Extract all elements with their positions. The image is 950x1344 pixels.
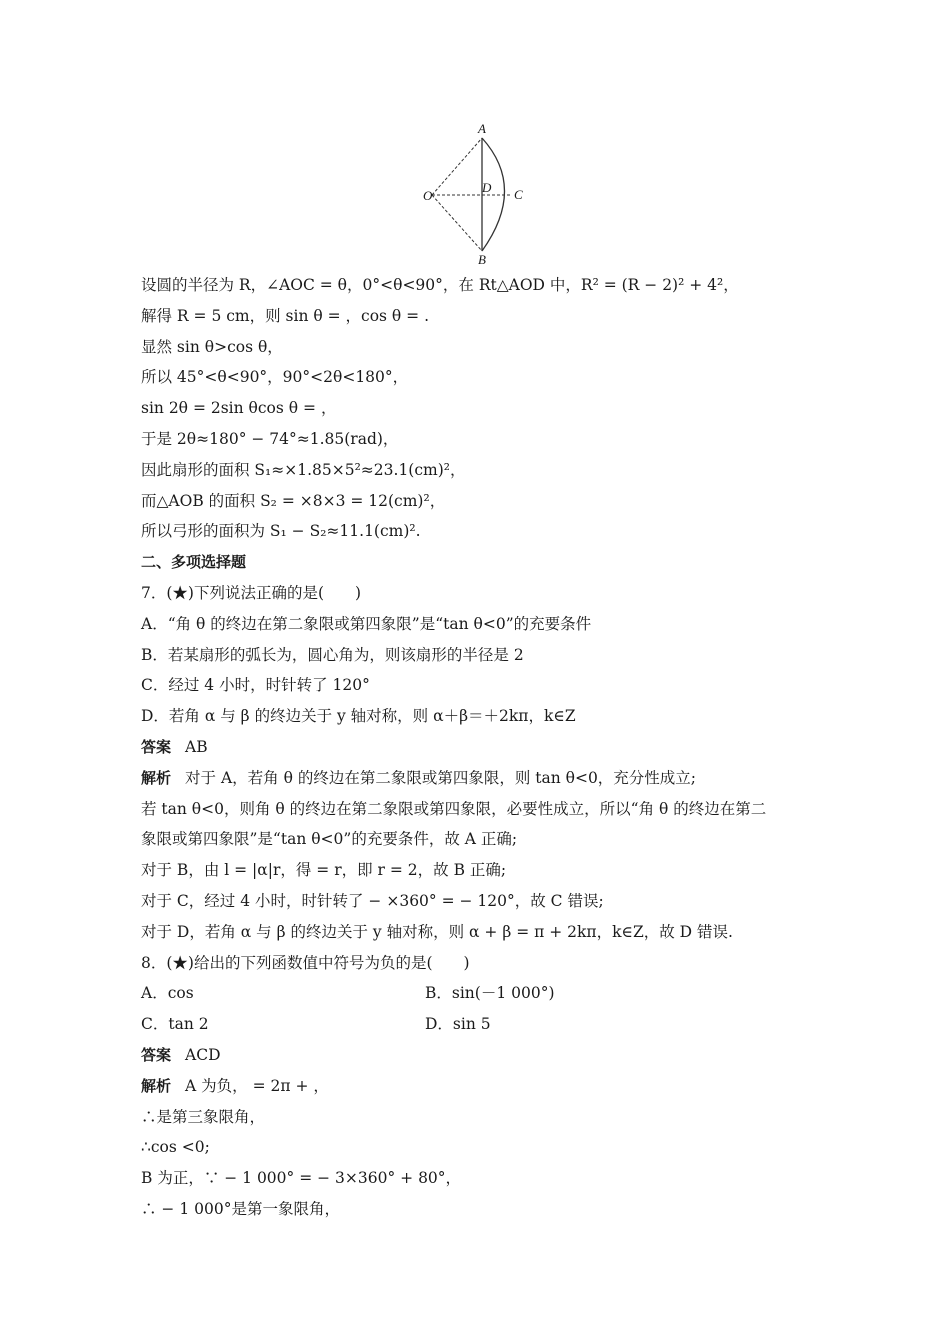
answer-label: 答案	[141, 737, 172, 756]
analysis-label: 解析	[141, 768, 172, 787]
q8-option-c: C．tan 2	[141, 1015, 209, 1034]
sector-figure-svg	[412, 118, 532, 268]
q7-option-c: C．经过 4 小时，时针转了 120°	[141, 676, 370, 695]
solution-line: 而△AOB 的面积 S₂ = ×8×3 = 12(cm)²，	[141, 491, 446, 510]
solution-line: 显然 sin θ>cos θ，	[141, 337, 283, 356]
q8-analysis	[141, 1071, 821, 1102]
q8-options-row	[141, 1009, 821, 1040]
q8-analysis-line: B 为正，∵ − 1 000° = − 3×360° + 80°，	[141, 1169, 462, 1188]
question-8-stem: 8．(★)给出的下列函数值中符号为负的是( )	[141, 953, 470, 972]
analysis-text: A 为负， = 2π + ，	[185, 1076, 329, 1095]
answer-value: ACD	[185, 1045, 221, 1064]
solution-line: 因此扇形的面积 S₁≈×1.85×5²≈23.1(cm)²，	[141, 460, 466, 479]
label-O: O	[423, 188, 433, 203]
question-7-stem: 7．(★)下列说法正确的是( )	[141, 583, 362, 602]
analysis-text: 对于 A，若角 θ 的终边在第二象限或第四象限，则 tan θ<0，充分性成立;	[185, 768, 697, 787]
q7-analysis-line: 对于 D，若角 α 与 β 的终边关于 y 轴对称，则 α + β = π + 2kπ，k∈Z，故 D 错误.	[141, 922, 733, 941]
answer-label: 答案	[141, 1045, 172, 1064]
label-D: D	[482, 180, 492, 195]
sector-diagram	[412, 118, 532, 268]
q8-analysis-line: ∴是第三象限角，	[141, 1107, 266, 1126]
q7-option-b: B．若某扇形的弧长为，圆心角为，则该扇形的半径是 2	[141, 645, 524, 664]
label-C: C	[514, 187, 523, 202]
q8-answer	[141, 1040, 821, 1071]
solution-line: 解得 R = 5 cm，则 sin θ = ，cos θ = .	[141, 306, 430, 325]
q7-option-d: D．若角 α 与 β 的终边关于 y 轴对称，则 α＋β＝＋2kπ，k∈Z	[141, 707, 576, 726]
q7-option-a: A．“角 θ 的终边在第二象限或第四象限”是“tan θ<0”的充要条件	[141, 614, 592, 633]
q7-analysis-line: 若 tan θ<0，则角 θ 的终边在第二象限或第四象限，必要性成立，所以“角 θ 的终边在第二	[141, 799, 767, 818]
q7-analysis-line: 对于 C，经过 4 小时，时针转了 − ×360° = − 120°，故 C 错误;	[141, 891, 604, 910]
segment-OB	[432, 195, 482, 251]
q8-option-b: B．sin(－1 000°)	[425, 984, 555, 1003]
q8-option-a: A．cos	[141, 984, 194, 1003]
q7-analysis	[141, 763, 821, 794]
answer-value: AB	[185, 737, 208, 756]
q8-option-d: D．sin 5	[425, 1015, 491, 1034]
solution-line: sin 2θ = 2sin θcos θ = ，	[141, 399, 337, 418]
solution-line: 所以 45°<θ<90°，90°<2θ<180°，	[141, 368, 409, 387]
q7-analysis-line: 对于 B，由 l = |α|r，得 = r，即 r = 2，故 B 正确;	[141, 861, 507, 880]
label-B: B	[478, 252, 486, 267]
analysis-label: 解析	[141, 1076, 172, 1095]
solution-line: 所以弓形的面积为 S₁ − S₂≈11.1(cm)².	[141, 522, 421, 541]
q8-options-row	[141, 978, 821, 1009]
segment-OA	[432, 138, 482, 195]
document-body	[141, 270, 821, 1225]
label-A: A	[478, 121, 486, 136]
q8-analysis-line: ∴ − 1 000°是第一象限角，	[141, 1199, 340, 1218]
solution-line: 设圆的半径为 R，∠AOC = θ，0°<θ<90°，在 Rt△AOD 中，R² = (R − 2)² + 4²，	[141, 276, 739, 294]
q7-analysis-line: 象限或第四象限”是“tan θ<0”的充要条件，故 A 正确;	[141, 830, 518, 849]
q7-answer	[141, 732, 821, 763]
solution-line: 于是 2θ≈180° − 74°≈1.85(rad)，	[141, 429, 399, 448]
section-title: 二、多项选择题	[141, 553, 247, 572]
q8-analysis-line: ∴cos <0;	[141, 1138, 210, 1157]
